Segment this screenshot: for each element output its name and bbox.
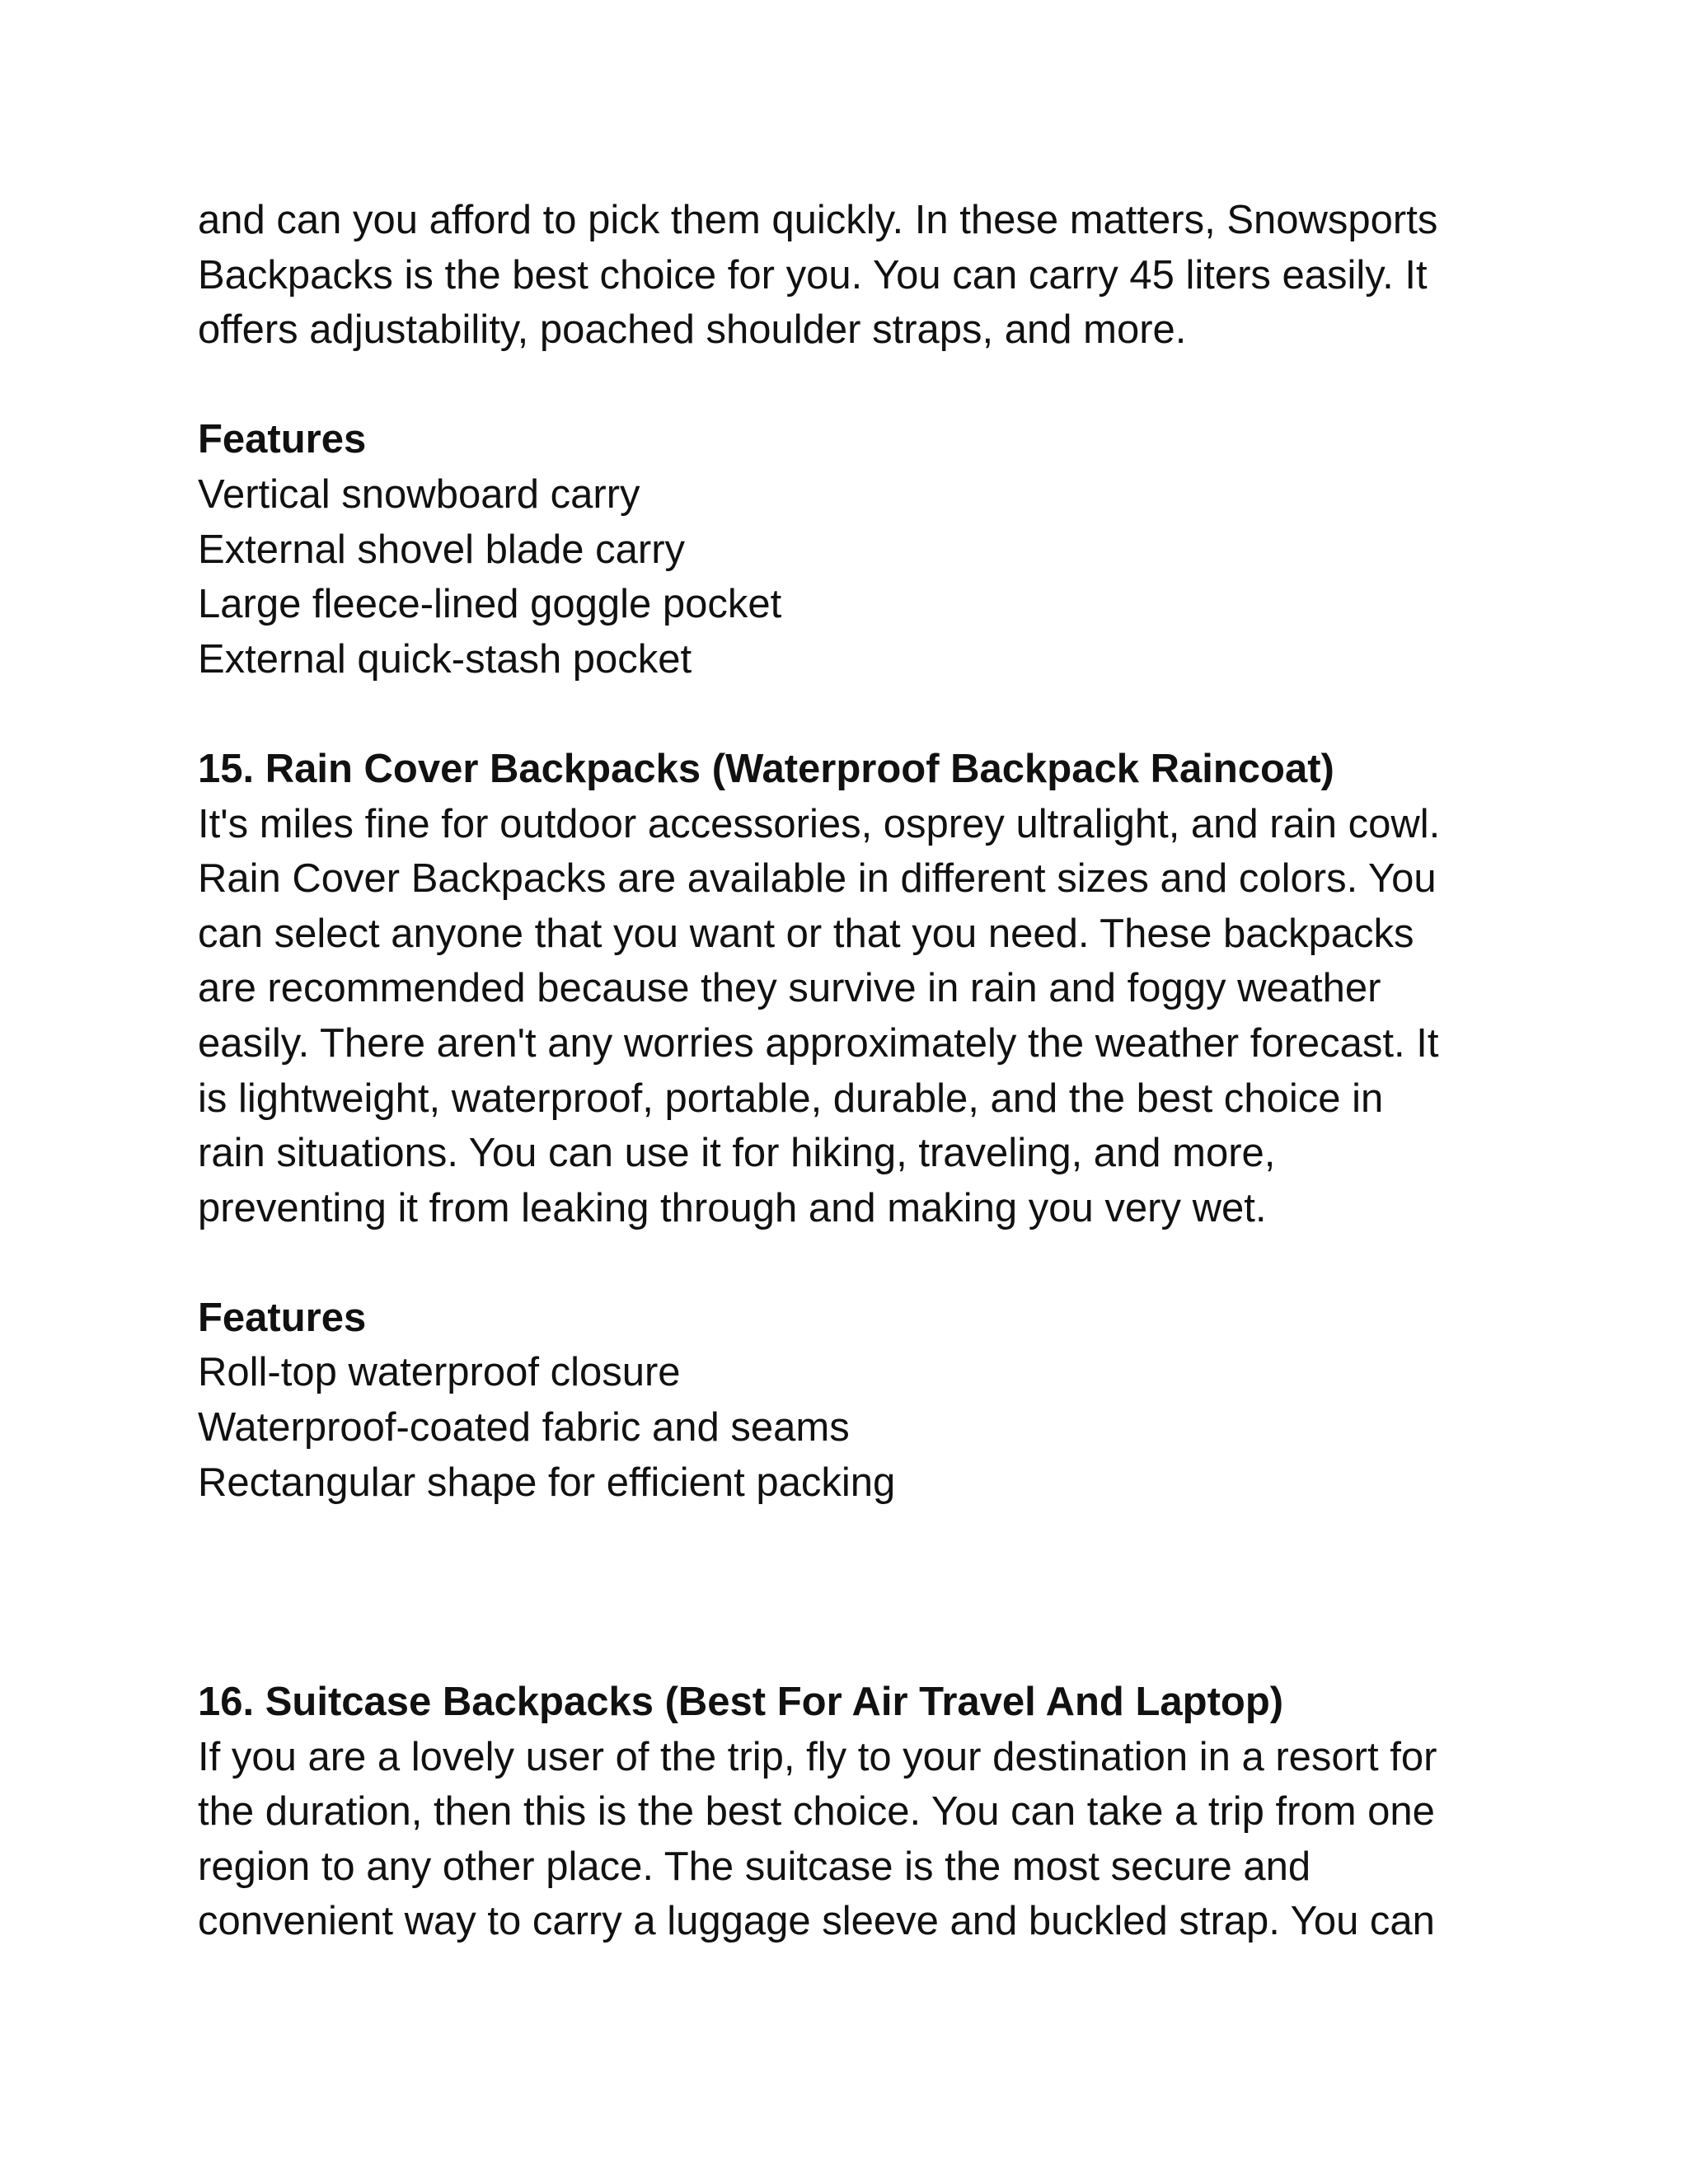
section-15-line: easily. There aren't any worries approximately the weather forecast. It [198, 1020, 1439, 1066]
features-heading-1: Features [198, 417, 367, 462]
feature-item: Large fleece-lined goggle pocket [198, 582, 782, 627]
spacer [198, 1510, 1500, 1675]
intro-line-2: Backpacks is the best choice for you. You can carry 45 liters easily. It [198, 252, 1428, 298]
section-16-line: If you are a lovely user of the trip, fly to your destination in a resort for [198, 1734, 1437, 1779]
section-15-line: Rain Cover Backpacks are available in different sizes and colors. You [198, 856, 1437, 902]
feature-item: Vertical snowboard carry [198, 471, 640, 517]
spacer [198, 358, 1500, 413]
feature-item: Roll-top waterproof closure [198, 1350, 681, 1395]
intro-line-3: offers adjustability, poached shoulder straps, and more. [198, 307, 1187, 353]
features-heading-2: Features [198, 1295, 367, 1340]
section-15-line: rain situations. You can use it for hiking, traveling, and more, [198, 1131, 1276, 1176]
section-16-line: convenient way to carry a luggage sleeve and buckled strap. You can [198, 1899, 1435, 1944]
feature-item: Rectangular shape for efficient packing [198, 1460, 896, 1505]
section-15-line: preventing it from leaking through and making you very wet. [198, 1185, 1267, 1230]
section-15-heading: 15. Rain Cover Backpacks (Waterproof Backpack Raincoat) [198, 746, 1334, 791]
feature-item: External shovel blade carry [198, 527, 686, 572]
section-15-line: are recommended because they survive in rain and foggy weather [198, 966, 1381, 1011]
spacer [198, 1235, 1500, 1291]
section-15-line: It's miles fine for outdoor accessories, osprey ultralight, and rain cowl. [198, 801, 1441, 846]
intro-line-1: and can you afford to pick them quickly. In these matters, Snowsports [198, 198, 1438, 242]
section-16-line: region to any other place. The suitcase is the most secure and [198, 1844, 1311, 1889]
section-15-line: is lightweight, waterproof, portable, durable, and the best choice in [198, 1076, 1384, 1121]
section-16-line: the duration, then this is the best choice. You can take a trip from one [198, 1789, 1435, 1835]
spacer [198, 687, 1500, 742]
document-body [198, 193, 1500, 1949]
feature-item: Waterproof-coated fabric and seams [198, 1405, 850, 1451]
section-15-line: can select anyone that you want or that you need. These backpacks [198, 911, 1414, 956]
section-16-heading: 16. Suitcase Backpacks (Best For Air Travel And Laptop) [198, 1680, 1284, 1725]
feature-item: External quick-stash pocket [198, 636, 692, 682]
